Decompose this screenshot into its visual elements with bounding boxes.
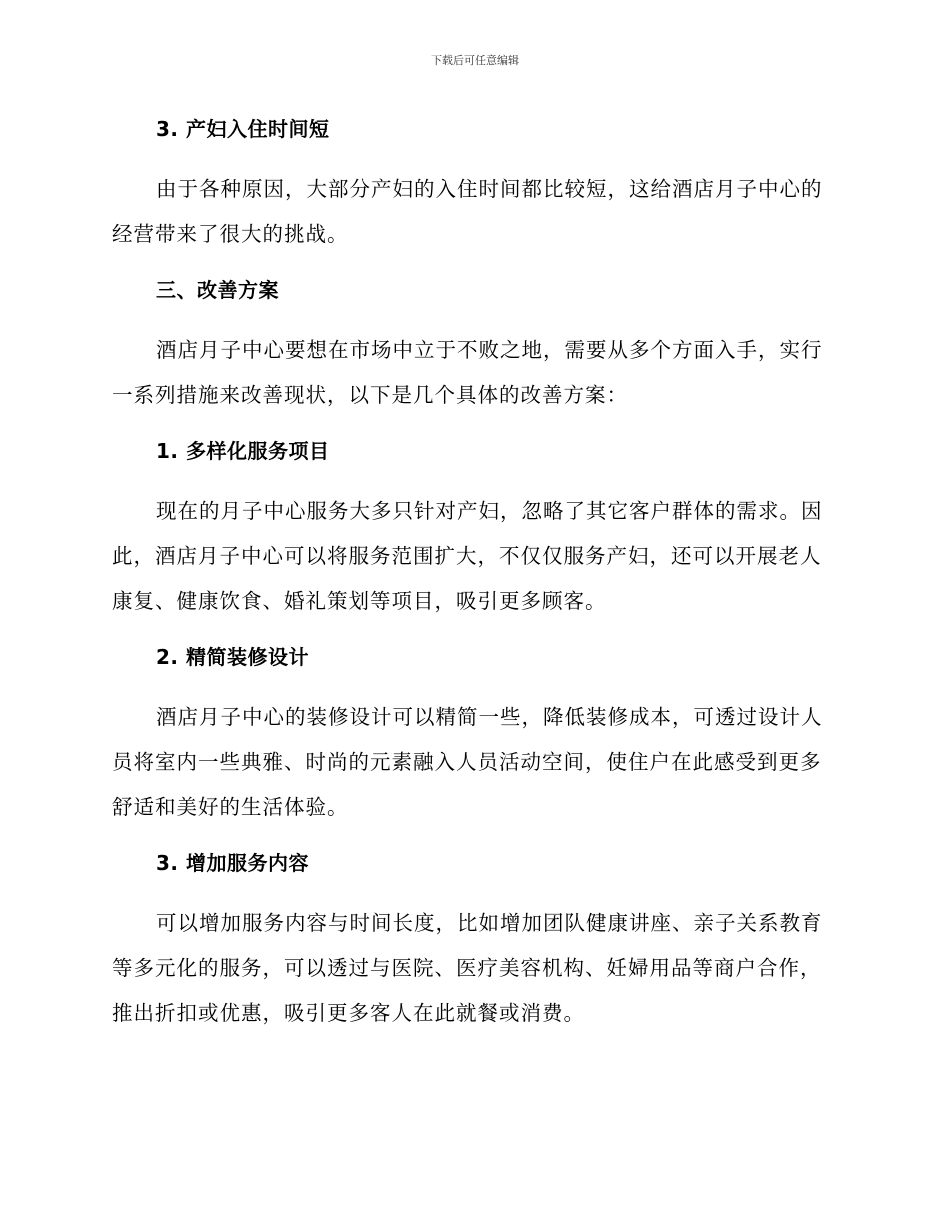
page-header: 下载后可任意编辑 bbox=[431, 54, 519, 67]
section-heading: 1. 多样化服务项目 bbox=[156, 439, 330, 463]
section-more-services bbox=[112, 846, 838, 1036]
section-heading: 3. 产妇入住时间短 bbox=[156, 117, 330, 141]
section-paragraph: 可以增加服务内容与时间长度，比如增加团队健康讲座、亲子关系教育等多元化的服务，可以透过与医院、医疗美容机构、妊婦用品等商户合作，推出折扣或优惠，吸引更多客人在此就餐或消费。 bbox=[112, 911, 823, 1025]
section-simplified-decoration bbox=[112, 640, 838, 846]
section-paragraph: 酒店月子中心的装修设计可以精简一些，降低装修成本，可透过设计人员将室内一些典雅、时尚的元素融入人员活动空间，使住户在此感受到更多舒适和美好的生活体验。 bbox=[112, 705, 823, 819]
section-heading: 三、改善方案 bbox=[156, 278, 279, 302]
section-diversified-services bbox=[112, 434, 838, 640]
section-heading: 3. 增加服务内容 bbox=[156, 851, 309, 875]
section-checkin-time bbox=[112, 112, 838, 273]
section-paragraph: 现在的月子中心服务大多只针对产妇，忽略了其它客户群体的需求。因此，酒店月子中心可以将服务范围扩大，不仅仅服务产妇，还可以开展老人康复、健康饮食、婚礼策划等项目，吸引更多顾客。 bbox=[112, 499, 823, 613]
section-paragraph: 酒店月子中心要想在市场中立于不败之地，需要从多个方面入手，实行一系列措施来改善现状，以下是几个具体的改善方案： bbox=[112, 338, 823, 407]
document-body bbox=[112, 112, 838, 1036]
section-improvement-plan bbox=[112, 273, 838, 434]
section-heading: 2. 精简装修设计 bbox=[156, 645, 309, 669]
section-paragraph: 由于各种原因，大部分产妇的入住时间都比较短，这给酒店月子中心的经营带来了很大的挑战。 bbox=[112, 177, 823, 246]
